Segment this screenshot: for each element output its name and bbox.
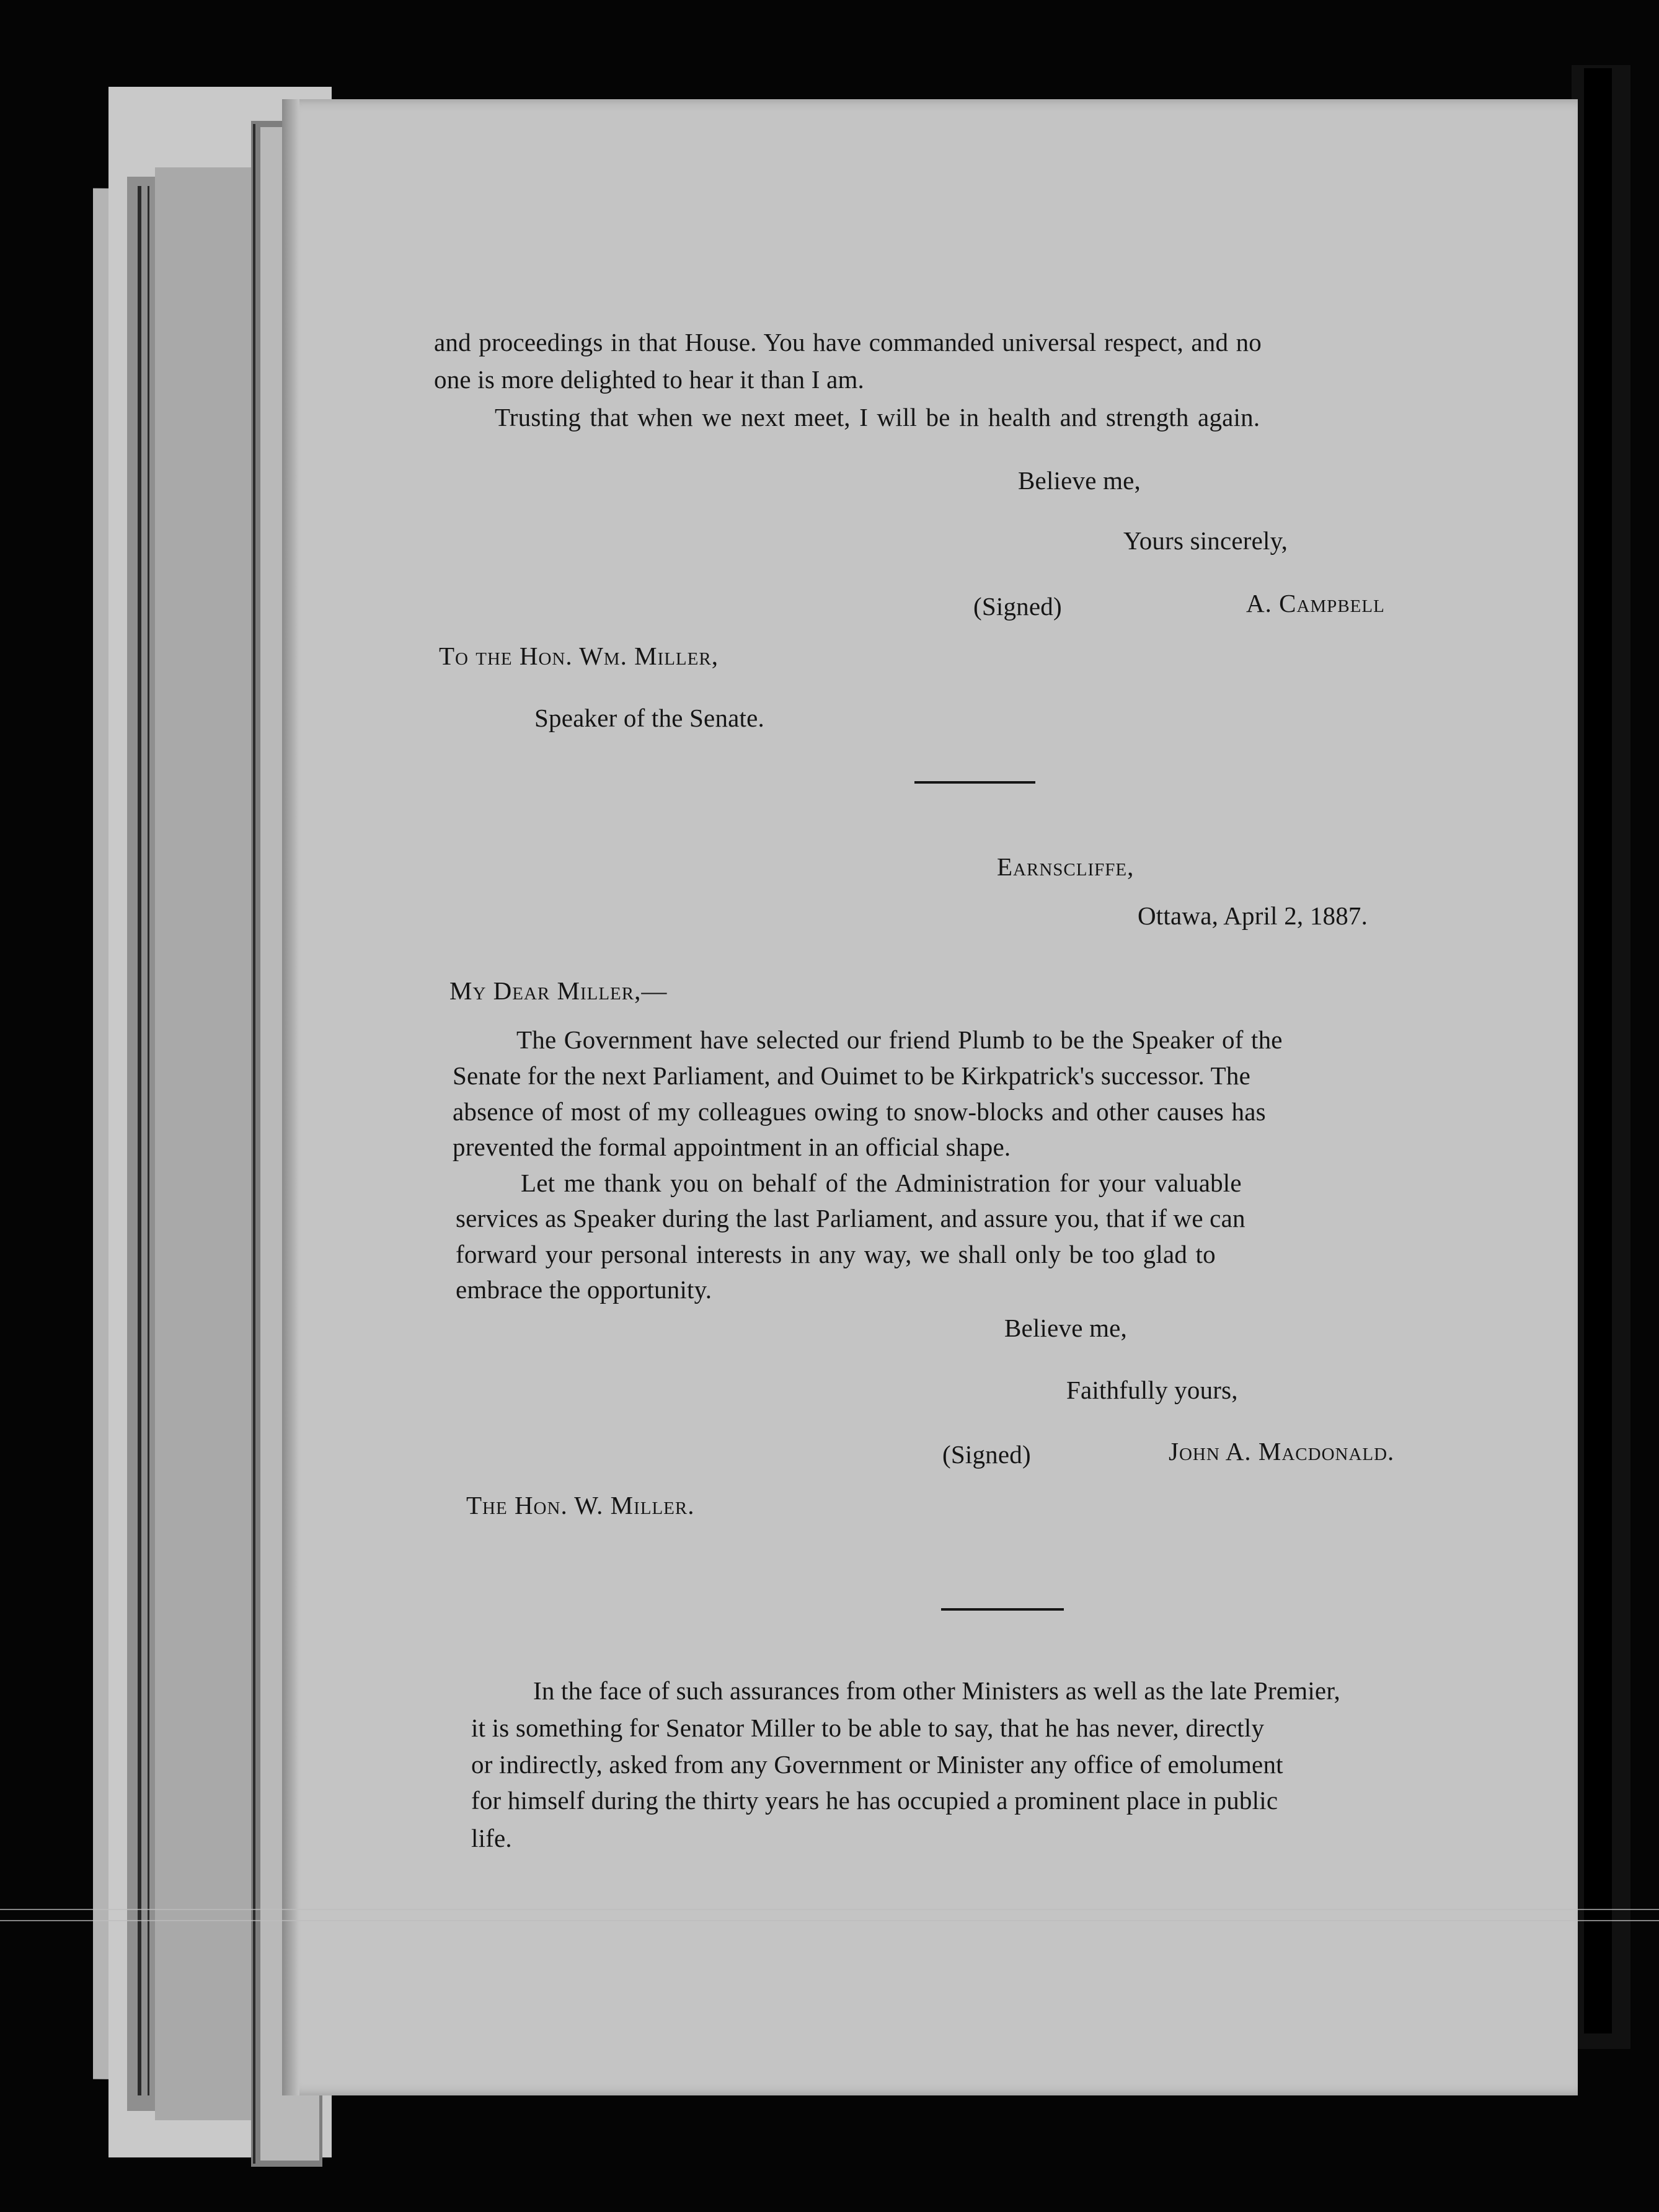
body-line: Trusting that when we next meet, I will be in health and strength again.	[495, 403, 1260, 431]
section-divider	[914, 781, 1035, 784]
letter-place: Earnscliffe,	[997, 852, 1135, 881]
page-stack-line	[138, 186, 141, 2095]
scan-artifact-line	[0, 1909, 1659, 1910]
binding-shadow	[1584, 68, 1612, 2033]
signed-label: (Signed)	[973, 592, 1062, 621]
closing: Believe me,	[1018, 466, 1141, 495]
body-line: prevented the formal appointment in an official shape.	[453, 1133, 1011, 1161]
letter-date: Ottawa, April 2, 1887.	[1138, 901, 1368, 930]
body-line: embrace the opportunity.	[456, 1275, 712, 1304]
section-divider	[941, 1608, 1064, 1611]
page-stack-line	[148, 186, 149, 2095]
page-stack-line	[253, 124, 255, 2164]
body-line: absence of most of my colleagues owing to snow-blocks and other causes has	[453, 1097, 1266, 1126]
valediction: Yours sincerely,	[1123, 526, 1288, 555]
recipient: The Hon. W. Miller.	[466, 1491, 695, 1520]
body-line: one is more delighted to hear it than I am.	[434, 365, 865, 394]
document-page	[282, 99, 1578, 2095]
valediction: Faithfully yours,	[1066, 1376, 1238, 1404]
signed-label: (Signed)	[942, 1440, 1031, 1469]
body-line: services as Speaker during the last Parliament, and assure you, that if we can	[456, 1204, 1245, 1232]
body-line: and proceedings in that House. You have commanded universal respect, and no	[434, 328, 1262, 356]
recipient-title: Speaker of the Senate.	[534, 704, 764, 732]
body-line: forward your personal interests in any way, we shall only be too glad to	[456, 1240, 1216, 1268]
closing: Believe me,	[1004, 1314, 1128, 1342]
signer-name: A. Campbell	[1246, 589, 1385, 617]
body-line: or indirectly, asked from any Government or Minister any office of emolument	[471, 1750, 1283, 1779]
body-line: The Government have selected our friend Plumb to be the Speaker of the	[516, 1025, 1283, 1054]
recipient: To the Hon. Wm. Miller,	[439, 642, 719, 670]
scan-artifact-line	[0, 1920, 1659, 1921]
body-line: life.	[471, 1824, 512, 1852]
body-line: for himself during the thirty years he has occupied a prominent place in public	[471, 1786, 1278, 1815]
body-line: In the face of such assurances from other Ministers as well as the late Premier,	[533, 1676, 1340, 1705]
body-line: Senate for the next Parliament, and Ouimet to be Kirkpatrick's successor. The	[453, 1061, 1250, 1090]
signer-name: John A. Macdonald.	[1169, 1437, 1395, 1466]
body-line: Let me thank you on behalf of the Administration for your valuable	[521, 1169, 1242, 1197]
body-line: it is something for Senator Miller to be able to say, that he has never, directly	[471, 1714, 1265, 1742]
salutation: My Dear Miller,—	[449, 976, 668, 1005]
